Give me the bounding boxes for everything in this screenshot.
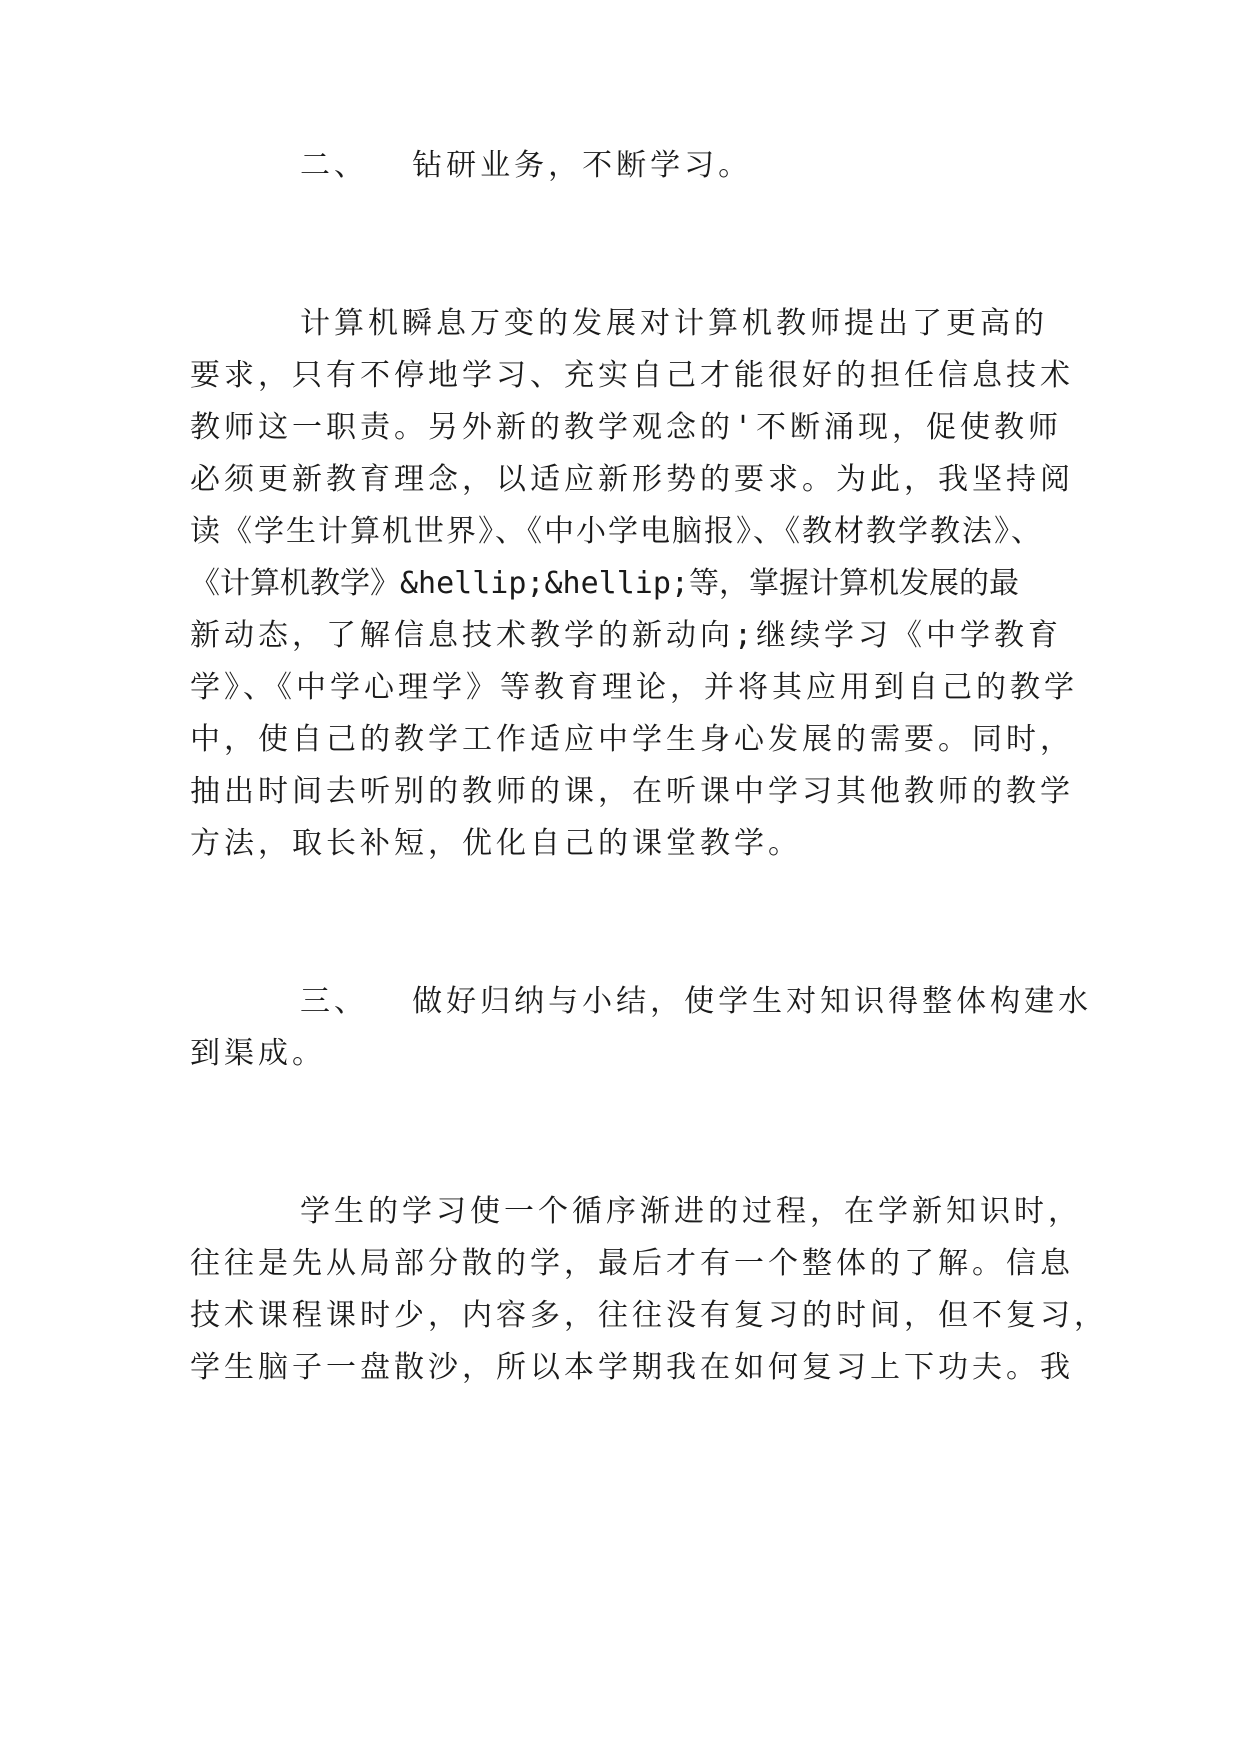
paragraph-line: 教师这一职责。另外新的教学观念的'不断涌现，促使教师	[190, 410, 1063, 445]
heading-line: 三、 做好归纳与小结，使学生对知识得整体构建水	[300, 984, 1093, 1019]
paragraph-line: 抽出时间去听别的教师的课，在听课中学习其他教师的教学	[190, 774, 1074, 809]
paragraph-line: 中，使自己的教学工作适应中学生身心发展的需要。同时，	[190, 722, 1074, 757]
paragraph-line: 学生的学习使一个循序渐进的过程，在学新知识时，	[300, 1194, 1082, 1229]
paragraph-line: 要求，只有不停地学习、充实自己才能很好的担任信息技术	[190, 358, 1074, 393]
section-heading-2: 二、 钻研业务，不断学习。	[300, 148, 753, 183]
paragraph-line: 学》、《中学心理学》等教育理论，并将其应用到自己的教学	[190, 670, 1078, 705]
paragraph-line: 技术课程课时少，内容多，往往没有复习的时间，但不复习，	[190, 1298, 1108, 1333]
paragraph-line: 《计算机教学》&hellip;&hellip;等，掌握计算机发展的最	[190, 566, 1019, 601]
paragraph-line: 新动态，了解信息技术教学的新动向;继续学习《中学教育	[190, 618, 1063, 653]
paragraph-line: 读《学生计算机世界》、《中小学电脑报》、《教材教学教法》、	[190, 514, 1043, 549]
heading-line: 到渠成。	[190, 1036, 326, 1071]
paragraph-line: 方法，取长补短，优化自己的课堂教学。	[190, 826, 802, 861]
paragraph-line: 必须更新教育理念，以适应新形势的要求。为此，我坚持阅	[190, 462, 1074, 497]
paragraph-line: 学生脑子一盘散沙，所以本学期我在如何复习上下功夫。我	[190, 1350, 1074, 1385]
paragraph-line: 往往是先从局部分散的学，最后才有一个整体的了解。信息	[190, 1246, 1074, 1281]
paragraph-line: 计算机瞬息万变的发展对计算机教师提出了更高的	[300, 306, 1048, 341]
